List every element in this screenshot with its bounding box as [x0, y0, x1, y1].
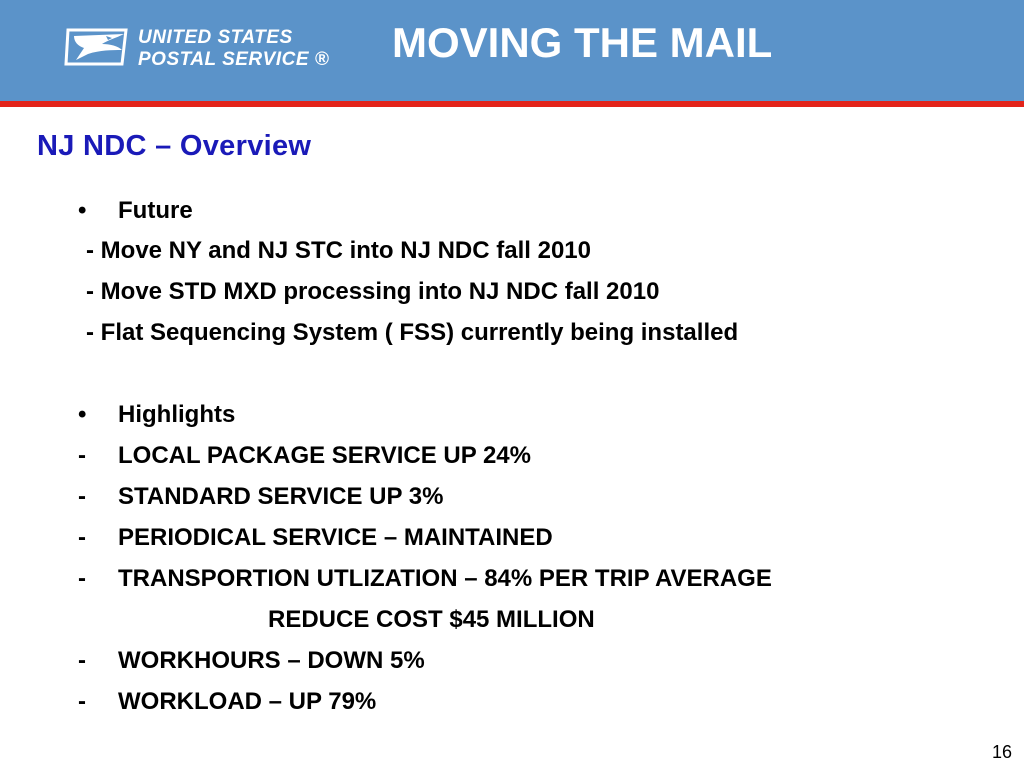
highlight-item: WORKLOAD – UP 79% [118, 688, 377, 715]
dash-marker: - [78, 565, 86, 592]
dash-marker: - [78, 442, 86, 469]
eagle-logo-icon [64, 24, 130, 70]
dash-marker: - [78, 483, 86, 510]
page-number: 16 [991, 742, 1012, 762]
slide-subtitle: NJ NDC – Overview [37, 130, 312, 162]
logo-line-2: POSTAL SERVICE ® [138, 49, 330, 70]
dash-marker: - [78, 688, 86, 715]
slide-title: MOVING THE MAIL [392, 19, 773, 66]
future-item: - Move STD MXD processing into NJ NDC fall 2010 [86, 278, 660, 305]
bullet-icon: • [78, 401, 87, 428]
bullet-icon: • [78, 197, 87, 224]
usps-logo [64, 24, 330, 76]
dash-marker: - [78, 647, 86, 674]
logo-line-1: UNITED STATES [138, 27, 293, 48]
future-heading: Future [118, 197, 193, 224]
highlight-item: TRANSPORTION UTLIZATION – 84% PER TRIP AVERAGE [118, 565, 772, 592]
future-item: - Flat Sequencing System ( FSS) currently being installed [86, 319, 739, 346]
highlight-item: LOCAL PACKAGE SERVICE UP 24% [118, 442, 531, 469]
header-red-rule [0, 101, 1024, 107]
highlight-item: PERIODICAL SERVICE – MAINTAINED [118, 524, 553, 551]
highlight-item: WORKHOURS – DOWN 5% [118, 647, 425, 674]
future-item: - Move NY and NJ STC into NJ NDC fall 2010 [86, 237, 591, 264]
dash-marker: - [78, 524, 86, 551]
highlight-continuation: REDUCE COST $45 MILLION [268, 606, 595, 633]
highlights-heading: Highlights [118, 401, 236, 428]
highlight-item: STANDARD SERVICE UP 3% [118, 483, 444, 510]
